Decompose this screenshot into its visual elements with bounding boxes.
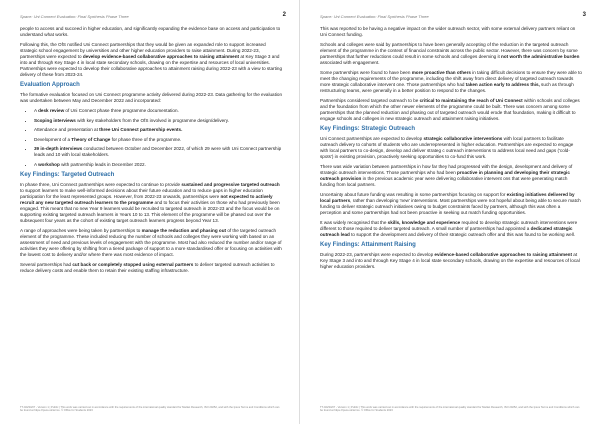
page-body [20, 26, 282, 278]
paragraph: Some partnerships were found to have been more proactive than others in taking difficult decisions to ensure they were able to meet the changing requirements of the programme, including the shift away from direct delivery of targeted outreach towards more strategic collaborative intervent one. Those partnerships who had taken action early to address this, such as through restructuring teams, were generally in a better position to respond to the changes. [320, 70, 582, 93]
paragraph: A range of approaches were being taken by partnerships to manage the reduction and phasing out of the targeted outreach element of the programme. These included reducing the number of schools and colleges they were working with based on an assessment of need and previous levels of engagement with the programme. Most had also reduced the number and/or range of activities they were offering by shifting from a tiered package of support to a more standardised offer or focusing on activities with the lowest cost to delivery and/or where there was most evidence of impact. [20, 227, 282, 257]
list-item: • A workshop with partnership leads in December 2022. [34, 162, 282, 168]
page-body [320, 26, 582, 274]
section-heading-strategic-outreach: Key Findings: Strategic Outreach [320, 126, 416, 132]
header-title: Space: Uni Connect Evaluation: Final Synthesis Phase Three [20, 14, 129, 19]
intro-paragraph: Following this, the OfS notified Uni Connect partnerships that they would be given an expanded role to support increased strategic school engagement by universities and other higher education providers to raise attainment. During 2022-23, partnerships were expected to develop evidence-based collaborative approaches to raising attainment at Key Stage 3 and into and through Key Stage 4 in local state secondary schools, drawing on the expertise and resources of local universities. Partnerships were expected to develop their collaborative approaches to attainment raising during 2022-23 with a view to starting delivery of these from 2023-24. [20, 42, 282, 77]
page-footer: TT-02234/07 - Version 1 | Public | This work was carried out in accordance with the requirements of the international quality standard for Market Research, ISO 20252, and with the Ipsos Terms and Conditions which can be found at https://ipsos.uk/terms. © Office for Students 2023 [20, 406, 280, 413]
list-item: • Scoping interviews with key stakeholders from the OfS involved in programme design/delivery. [34, 118, 282, 124]
paragraph: Uni Connect partnerships are expected to develop strategic collaborative interventions with local partners to facilitate outreach delivery to cohorts of students who are underrepresented in higher education. Partnerships are expected to engage with local partners to co-design, develop and deliver strateg c outreach interventions to address local need and gaps ('cold-spots') in existing provision, proactively seeking opportunities to co-fund this work. [320, 136, 574, 159]
list-item: • Development of a Theory of Change for phase three of the programme. [34, 137, 282, 143]
section-heading-attainment-raising: Key Findings: Attainment Raising [320, 242, 416, 248]
header-title: Space: Uni Connect Evaluation: Final Synthesis Phase Three [320, 14, 429, 19]
paragraph: Uncertainty about future funding was resulting in some partnerships focusing on support for existing initiatives delivered by local partners, rather than developing 'new' interventions. Most partnerships were not hopeful about being able to secure match funding to deliver strategic outreach initiatives owing to budget constraints faced by partners, although this was often a perception and some partnerships had not been proactive in seeking out match funding opportunities. [320, 192, 581, 215]
list-item: • 39 in-depth interviews conducted between October and December 2022, of which 29 were with Uni Connect partnership leads and 10 with local stakeholders. [34, 146, 282, 158]
paragraph: There was wide variation between partnerships in how far they had progressed with the design, development and delivery of strategic outreach interventions. Those partnerships who had been proactive in planning and developing their strategic outreach provision in the previous academic year were delivering collaborative intervent ons that were generating match funding from local partners. [320, 164, 573, 187]
paragraph: In phase three, Uni Connect partnerships were expected to continue to provide sustained and progressive targeted outreach to support learners to make well-informed decisions about their future education and to reduce gaps in higher education participation for the least represented groups. However, from 2022-23 onwards, partnerships were not expected to actively recruit any new targeted outreach learners to the programme and to focus their activities on those who had previously been engaged. This meant that no new Year 9 learners would be recruited to targeted outreach in 2022-23 and the focus would be on supporting existing targeted outreach learners in Years 10 to 13. This element of the programme will be phased out over the subsequent four years as the cohort of existing target outreach learners progress beyond Year 13. [20, 181, 280, 223]
evaluation-methods-list [20, 108, 282, 168]
paragraph: Several partnerships had cut back or completely stopped using external partners to deliver targeted outreach activities to reduce delivery costs and enable them to retain their existing staffing infrastructure. [20, 261, 275, 273]
right-page [300, 0, 600, 424]
page-footer: TT-02234/07 - Version 1 | Public | This work was carried out in accordance with the requirements of the international quality standard for Market Research, ISO 20252, and with the Ipsos Terms and Conditions which can be found at https://ipsos.uk/terms. © Office for Students 2023 [320, 406, 580, 413]
page-header [20, 12, 286, 20]
intro-paragraph: people to access and succeed in higher education, and significantly expanding the evidence base on access and participation to understand what works. [20, 26, 281, 37]
list-item: • Attendance and presentation at three Uni Connect partnership events. [34, 127, 282, 133]
evaluation-intro: The formative evaluation focused on Uni Connect programme activity delivered during 2022-23. Data gathering for the evaluation was undertaken between May and December 2022 and incorporated: [20, 92, 282, 103]
page-number: 2 [282, 12, 286, 18]
section-heading-evaluation-approach: Evaluation Approach [20, 82, 80, 88]
page-header [320, 12, 586, 20]
paragraph: Schools and colleges were said by partnerships to have been generally accepting of the reduction in the targeted outreach element of the programme in the context of financial constraints across the public sector. However, there was concern by some partnerships that further reductions could result in some schools and colleges deeming it not worth the administrative burden associated with engagement. [320, 42, 580, 65]
paragraph: Partnerships considered targeted outreach to be critical to maintaining the reach of Uni Connect within schools and colleges and the foundation from which the other newer elements of the programme could be built. There was concern among some partnerships that the planned reduction and phasing out of targeted outreach would erode that foundation, making it difficult to engage schools and colleges in new strategic outreach and attainment raising initiatives. [320, 98, 580, 121]
page-number: 3 [582, 12, 586, 18]
paragraph: It was widely recognised that the skills, knowledge and experience required to develop strategic outreach interventions were different to those required to deliver targeted outreach. A small number of partnerships had appointed a dedicated strategic outreach lead to support the development and delivery of their strategic outreach offer and this was found to be working well. [320, 220, 578, 237]
paragraph: This was reported to be having a negative impact on the wider outreach sector, with some external delivery partners reliant on Uni Connect funding. [320, 26, 576, 37]
list-item: • A desk review of Uni Connect phase three programme documentation. [34, 108, 282, 114]
section-heading-targeted-outreach: Key Findings: Targeted Outreach [20, 171, 115, 178]
paragraph: During 2022-23, partnerships were expected to develop evidence-based collaborative approaches to raising attainment at Key Stage 3 and into and through Key Stage 4 in local state secondary schools, drawing on the expertise and resources of local higher education providers. [320, 252, 580, 269]
